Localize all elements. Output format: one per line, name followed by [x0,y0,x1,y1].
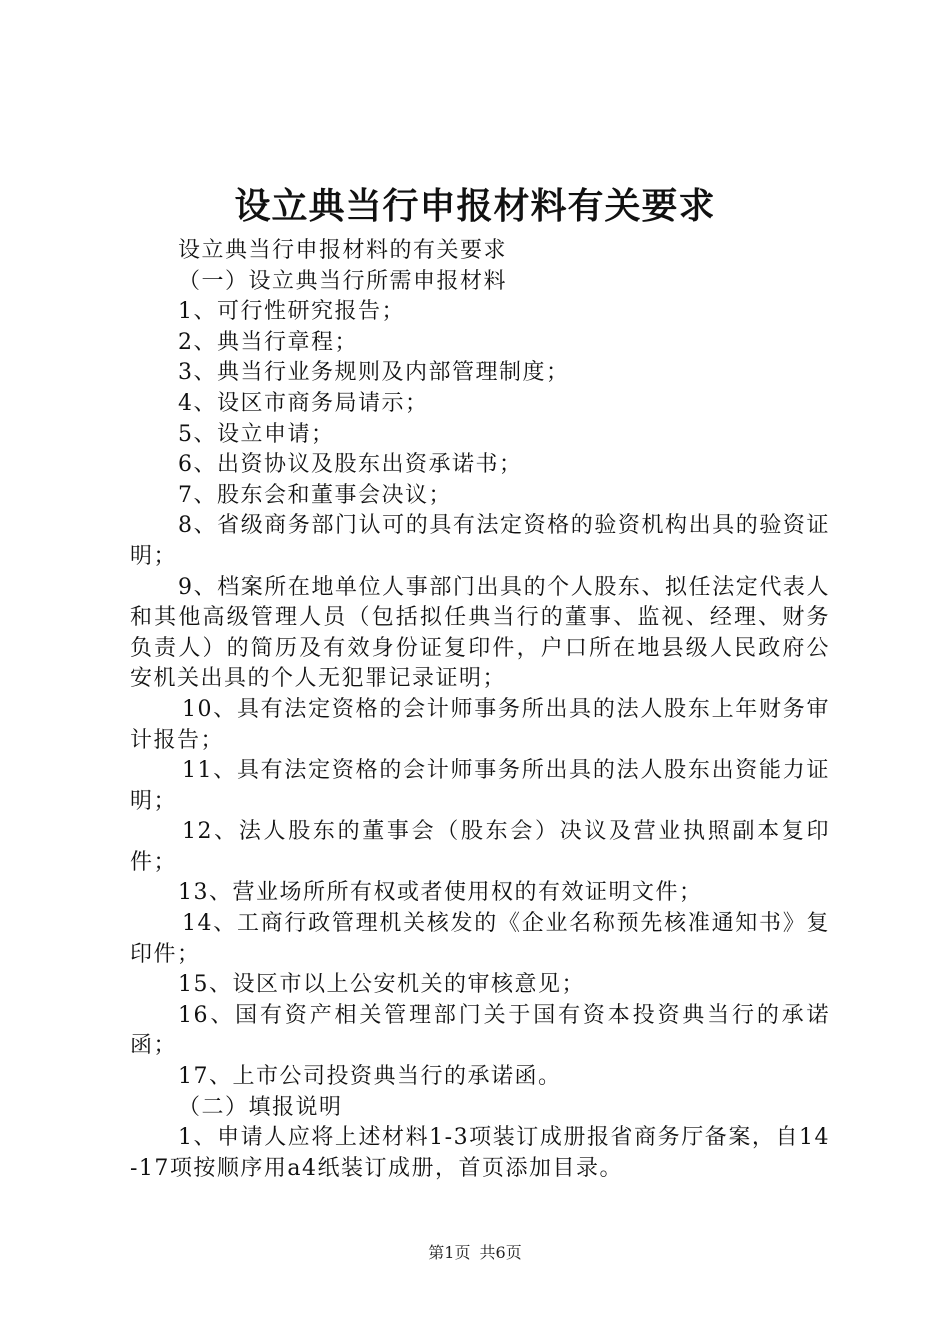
paragraph: 1、申请人应将上述材料1-3项装订成册报省商务厅备案，自14-17项按顺序用a4纸装订成册，首页添加目录。 [130,1125,830,1181]
list-item: 14、工商行政管理机关核发的《企业名称预先核准通知书》复印件； [130,911,830,967]
document-title: 设立典当行申报材料有关要求 [234,186,716,227]
paragraph: 设立典当行申报材料的有关要求 [178,238,508,263]
list-item: 15、设区市以上公安机关的审核意见； [178,972,585,998]
list-item: 16、国有资产相关管理部门关于国有资本投资典当行的承诺函； [130,1002,830,1059]
page-total: 共6页 [479,1243,522,1262]
section-heading: （一）设立典当行所需申报材料 [178,268,508,294]
list-item: 5、设立申请； [178,421,335,447]
list-item: 6、出资协议及股东出资承诺书； [178,452,523,478]
list-item: 3、典当行业务规则及内部管理制度； [178,360,570,386]
list-item: 2、典当行章程； [178,329,358,355]
page-number: 第1页 [428,1243,471,1262]
document-body [130,236,830,1184]
page-footer [0,1242,950,1264]
list-item: 1、可行性研究报告； [178,299,405,325]
section-heading: （二）填报说明 [178,1094,343,1120]
list-item: 8、省级商务部门认可的具有法定资格的验资机构出具的验资证明； [130,513,830,569]
list-item: 10、具有法定资格的会计师事务所出具的法人股东上年财务审计报告； [130,696,830,753]
list-item: 9、档案所在地单位人事部门出具的个人股东、拟任法定代表人和其他高级管理人员（包括拟任典当行的董事、监视、经理、财务负责人）的简历及有效身份证复印件，户口所在地县级人民政府公安机关出具的个人无犯罪记录证明； [130,574,830,692]
list-item: 7、股东会和董事会决议； [178,482,452,508]
list-item: 12、法人股东的董事会（股东会）决议及营业执照副本复印件； [130,819,830,875]
list-item: 17、上市公司投资典当行的承诺函。 [178,1064,562,1090]
list-item: 4、设区市商务局请示； [178,390,429,416]
list-item: 13、营业场所所有权或者使用权的有效证明文件； [178,880,703,906]
list-item: 11、具有法定资格的会计师事务所出具的法人股东出资能力证明； [130,758,830,814]
